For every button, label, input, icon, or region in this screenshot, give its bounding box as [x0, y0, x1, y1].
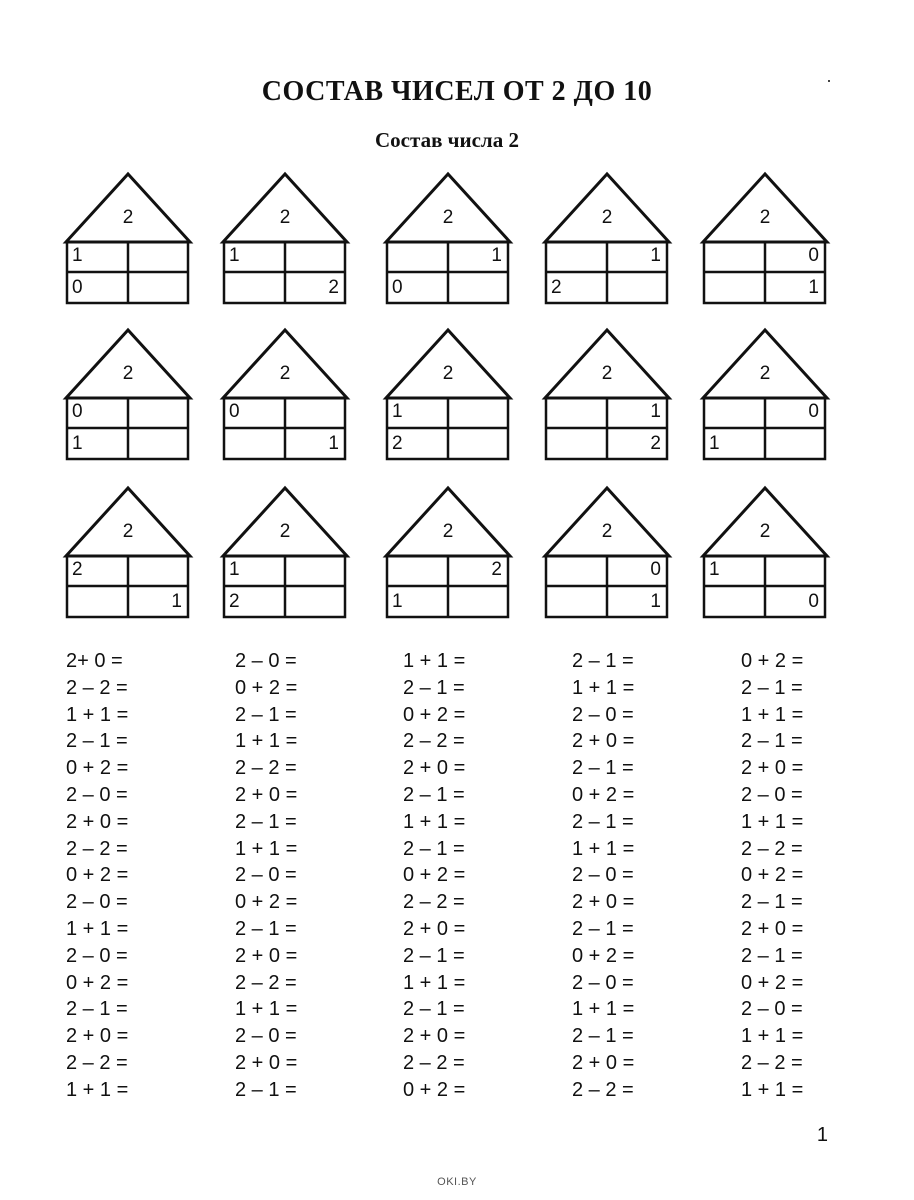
equation: 2 – 1 =: [403, 783, 465, 806]
equation: 2 – 2 =: [66, 1051, 128, 1074]
equation: 2 + 0 =: [66, 810, 129, 833]
equation: 1 + 1 =: [66, 703, 129, 726]
equation: 2 – 1 =: [66, 730, 128, 753]
equation-column: [66, 648, 216, 1104]
watermark: OKI.BY: [437, 1176, 477, 1188]
number-house: [703, 172, 827, 304]
equation: 2 + 0 =: [572, 891, 635, 914]
equation: 2 – 1 =: [572, 917, 634, 940]
equation: 2 – 0 =: [572, 703, 634, 726]
house-cell-value: 0: [72, 277, 83, 298]
equation: 1 + 1 =: [741, 810, 804, 833]
equation: 1 + 1 =: [403, 650, 466, 672]
equation: 2 – 1 =: [572, 650, 634, 672]
house-cell-value: 1: [650, 401, 661, 422]
equation: 2 – 1 =: [235, 703, 297, 726]
roof-number: 2: [442, 363, 454, 384]
equation: 2 + 0 =: [572, 1051, 635, 1074]
equation: 1 + 1 =: [66, 1078, 129, 1101]
equation: 2 – 1 =: [572, 757, 634, 780]
roof-number: 2: [279, 363, 291, 384]
roof-number: 2: [601, 363, 613, 384]
number-house: [386, 486, 510, 618]
equation: 1 + 1 =: [741, 703, 804, 726]
equation: 2 + 0 =: [741, 757, 804, 780]
equation: 2 – 1 =: [572, 810, 634, 833]
house-cell-value: 0: [808, 401, 819, 422]
equation: 2 – 1 =: [403, 837, 465, 860]
equation: 2 – 2 =: [741, 837, 803, 860]
equation: 2 + 0 =: [403, 917, 466, 940]
house-cell-value: 2: [72, 559, 83, 580]
equation: 2 – 2 =: [403, 1051, 465, 1074]
number-house: [545, 328, 669, 460]
number-house: [223, 172, 347, 304]
equation: 1 + 1 =: [741, 1025, 804, 1048]
house-cell-value: 2: [392, 433, 403, 454]
equation: 2 – 0 =: [741, 998, 803, 1021]
equation: 2 – 2 =: [66, 837, 128, 860]
equation-column: [403, 648, 553, 1104]
equation: 2 + 0 =: [741, 917, 804, 940]
equation: 0 + 2 =: [403, 1078, 466, 1101]
equation: 1 + 1 =: [572, 676, 635, 699]
equation: 2 – 0 =: [66, 783, 128, 806]
equation: 2 – 0 =: [235, 864, 297, 887]
number-house: [703, 328, 827, 460]
house-cell-value: 0: [808, 245, 819, 266]
number-house: [223, 486, 347, 618]
house-cell-value: 1: [72, 245, 83, 266]
equation: 0 + 2 =: [235, 676, 298, 699]
equation: 0 + 2 =: [66, 971, 129, 994]
roof-number: 2: [442, 207, 454, 228]
equation: 1 + 1 =: [741, 1078, 804, 1101]
number-house: [223, 328, 347, 460]
equation: 2 – 0 =: [66, 891, 128, 914]
equation: 0 + 2 =: [741, 650, 804, 672]
page-title: СОСТАВ ЧИСЕЛ ОТ 2 ДО 10: [261, 76, 653, 107]
equation: 0 + 2 =: [572, 944, 635, 967]
number-house: [66, 486, 190, 618]
equation: 2 – 1 =: [235, 917, 297, 940]
equation: 2 – 0 =: [741, 783, 803, 806]
equation: 1 + 1 =: [235, 837, 298, 860]
house-cell-value: 0: [72, 401, 83, 422]
roof-number: 2: [442, 521, 454, 542]
number-house: [386, 328, 510, 460]
house-cell-value: 1: [491, 245, 502, 266]
equation: 2 – 0 =: [66, 944, 128, 967]
house-cell-value: 1: [709, 433, 720, 454]
house-cell-value: 0: [392, 277, 403, 298]
equation: 0 + 2 =: [572, 783, 635, 806]
equation: 1 + 1 =: [403, 971, 466, 994]
equation: 2 + 0 =: [66, 1025, 129, 1048]
house-cell-value: 2: [650, 433, 661, 454]
equation: 2 – 1 =: [235, 1078, 297, 1101]
equation: 2 – 2 =: [403, 730, 465, 753]
roof-number: 2: [122, 207, 134, 228]
equation-column: [741, 648, 891, 1104]
number-house: [386, 172, 510, 304]
roof-number: 2: [759, 363, 771, 384]
equation: 2 – 0 =: [235, 1025, 297, 1048]
roof-number: 2: [279, 521, 291, 542]
equation: 2 – 1 =: [741, 944, 803, 967]
section-subtitle: Состав числа 2: [375, 128, 519, 152]
house-cell-value: 1: [392, 401, 403, 422]
roof-number: 2: [759, 521, 771, 542]
equation: 1 + 1 =: [235, 998, 298, 1021]
house-cell-value: 2: [551, 277, 562, 298]
house-cell-value: 1: [650, 245, 661, 266]
equation: 1 + 1 =: [66, 917, 129, 940]
equation: 2 – 1 =: [403, 676, 465, 699]
roof-number: 2: [122, 363, 134, 384]
equation: 0 + 2 =: [741, 864, 804, 887]
equation: 1 + 1 =: [235, 730, 298, 753]
equation: 2 – 0 =: [235, 650, 297, 672]
equation: 1 + 1 =: [572, 998, 635, 1021]
equation: 2 – 1 =: [235, 810, 297, 833]
number-house: [545, 486, 669, 618]
equation: 0 + 2 =: [403, 864, 466, 887]
equation: 2 – 1 =: [66, 998, 128, 1021]
house-cell-value: 1: [392, 591, 403, 612]
house-cell-value: 1: [171, 591, 182, 612]
roof-number: 2: [601, 521, 613, 542]
equation: 2 – 0 =: [572, 864, 634, 887]
house-cell-value: 1: [72, 433, 83, 454]
equation: 2 – 2 =: [235, 971, 297, 994]
house-cell-value: 1: [229, 245, 240, 266]
equation: 1 + 1 =: [403, 810, 466, 833]
number-house: [703, 486, 827, 618]
house-cell-value: 2: [229, 591, 240, 612]
equation: 0 + 2 =: [403, 703, 466, 726]
roof-number: 2: [759, 207, 771, 228]
house-cell-value: 0: [229, 401, 240, 422]
roof-number: 2: [279, 207, 291, 228]
number-house: [545, 172, 669, 304]
number-house: [66, 328, 190, 460]
equation: 0 + 2 =: [66, 864, 129, 887]
equation: 2 + 0 =: [235, 1051, 298, 1074]
house-cell-value: 1: [229, 559, 240, 580]
equation: 2 – 2 =: [572, 1078, 634, 1101]
house-cell-value: 0: [808, 591, 819, 612]
equation: 2 + 0 =: [403, 1025, 466, 1048]
house-cell-value: 0: [650, 559, 661, 580]
equation: 1 + 1 =: [572, 837, 635, 860]
equation: 2 – 2 =: [66, 676, 128, 699]
equation: 2 + 0 =: [572, 730, 635, 753]
equation: 0 + 2 =: [66, 757, 129, 780]
equation: 2 – 1 =: [403, 998, 465, 1021]
equation: 2+ 0 =: [66, 650, 123, 672]
equation: 2 – 1 =: [741, 891, 803, 914]
house-cell-value: 1: [808, 277, 819, 298]
equation: 0 + 2 =: [741, 971, 804, 994]
equation: 2 – 2 =: [741, 1051, 803, 1074]
house-cell-value: 2: [491, 559, 502, 580]
house-cell-value: 1: [328, 433, 339, 454]
number-house: [66, 172, 190, 304]
house-cell-value: 1: [650, 591, 661, 612]
equation: 2 – 2 =: [235, 757, 297, 780]
equation: 2 + 0 =: [235, 783, 298, 806]
equation: 0 + 2 =: [235, 891, 298, 914]
roof-number: 2: [601, 207, 613, 228]
equation: 2 – 1 =: [403, 944, 465, 967]
equation: 2 – 2 =: [403, 891, 465, 914]
equation: 2 – 1 =: [741, 676, 803, 699]
equation: 2 – 1 =: [572, 1025, 634, 1048]
equation: 2 + 0 =: [403, 757, 466, 780]
house-cell-value: 1: [709, 559, 720, 580]
equation-column: [572, 648, 722, 1104]
equation-column: [235, 648, 385, 1104]
equation: 2 – 0 =: [572, 971, 634, 994]
roof-number: 2: [122, 521, 134, 542]
page-number: 1: [816, 1124, 828, 1146]
equation: 2 + 0 =: [235, 944, 298, 967]
house-cell-value: 2: [328, 277, 339, 298]
equation: 2 – 1 =: [741, 730, 803, 753]
